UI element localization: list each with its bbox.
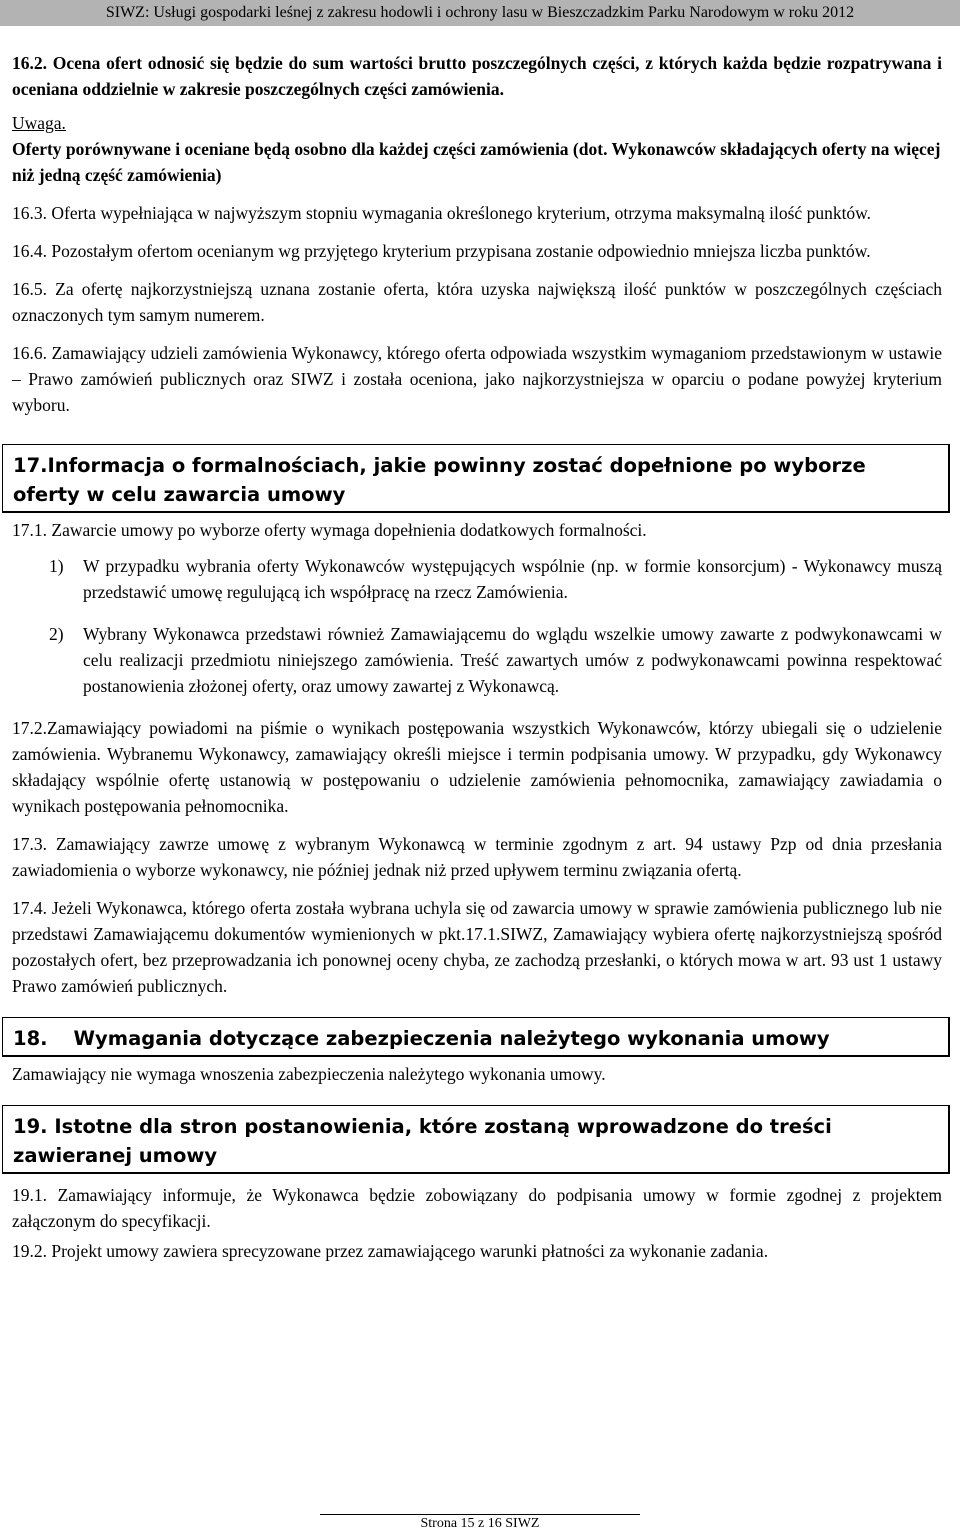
page-footer [0,1514,960,1534]
note-label: Uwaga. [12,113,66,133]
footer-divider [320,1514,640,1515]
para-19-1: 19.1. Zamawiający informuje, że Wykonawca będzie zobowiązany do podpisania umowy w formie zgodnej z projektem załączonym do specyfikacji. [12,1185,942,1231]
note-text: Oferty porównywane i oceniane będą osobno dla każdej części zamówienia (dot. Wykonawców składających oferty na więcej niż jedną część zamówienia) [12,139,941,185]
page-number: Strona 15 z 16 SIWZ [420,1516,540,1531]
para-17-4: 17.4. Jeżeli Wykonawca, którego oferta została wybrana uchyla się od zawarcia umowy w sprawie zamówienia publicznego lub nie przedstawi Zamawiającemu dokumentów wymienionych w pkt.17.1.SIWZ, Zamawiający wybiera ofertę najkorzystniejszą spośród pozostałych ofert, bez przeprowadzania ich ponownej oceny chyba, ze zachodzą przesłanki, o których mowa w art. 93 ust 1 ustawy Prawo zamówień publicznych. [12,898,942,996]
para-17-2: 17.2.Zamawiający powiadomi na piśmie o wynikach postępowania wszystkich Wykonawców, którzy ubiegali się o udzielenie zamówienia. Wybranemu Wykonawcy, zamawiający określi miejsce i termin podpisania umowy. W przypadku, gdy Wykonawcy składający wspólnie ofertę ustanowią w postępowaniu o udzielenie zamówienia pełnomocnika, zamawiający zawiadamia o wynikach postępowania pełnomocnika. [12,718,942,816]
section-19-heading-box [2,1105,950,1174]
para-18: Zamawiający nie wymaga wnoszenia zabezpieczenia należytego wykonania umowy. [12,1064,606,1084]
para-16-6: 16.6. Zamawiający udzieli zamówienia Wykonawcy, którego oferta odpowiada wszystkim wymaganiom przedstawionym w ustawie – Prawo zamówień publicznych oraz SIWZ i została oceniona, jako najkorzystniejsza w oparciu o podane powyżej kryterium wyboru. [12,343,942,415]
section-18-number: 18. [13,1027,48,1050]
document-title: SIWZ: Usługi gospodarki leśnej z zakresu hodowli i ochrony lasu w Bieszczadzkim Parku Narodowym w roku 2012 [105,4,855,21]
list-item [49,621,942,699]
section-17-heading-box [2,444,950,513]
para-17-3: 17.3. Zamawiający zawrze umowę z wybranym Wykonawcą w terminie zgodnym z art. 94 ustawy Pzp od dnia przesłania zawiadomienia o wyborze wykonawcy, nie później jednak niż przed upływem terminu związania ofertą. [12,834,942,880]
section-17-heading: 17.Informacja o formalnościach, jakie powinny zostać dopełnione po wyborze oferty w celu zawarcia umowy [13,454,866,506]
list-item-text: W przypadku wybrania oferty Wykonawców występujących wspólnie (np. w formie konsorcjum) - Wykonawcy muszą przedstawić umowę regulującą ich współpracę na rzecz Zamówienia. [83,556,942,602]
para-16-5: 16.5. Za ofertę najkorzystniejszą uznana zostanie oferta, która uzyska największą ilość punktów w poszczególnych częściach oznaczonych tym samym numerem. [12,279,942,325]
para-17-1: 17.1. Zawarcie umowy po wyborze oferty wymaga dopełnienia dodatkowych formalności. [12,520,647,540]
section-18-heading-box [2,1017,950,1057]
list-item [49,553,942,605]
para-19-2: 19.2. Projekt umowy zawiera sprecyzowane przez zamawiającego warunki płatności za wykonanie zadania. [12,1241,769,1261]
document-body [12,50,942,1264]
page-header [0,0,960,26]
list-item-number: 1) [49,556,64,576]
para-16-4: 16.4. Pozostałym ofertom ocenianym wg przyjętego kryterium przypisana zostanie odpowiednio mniejsza liczba punktów. [12,241,871,261]
para-16-3: 16.3. Oferta wypełniająca w najwyższym stopniu wymagania określonego kryterium, otrzyma maksymalną ilość punktów. [12,203,872,223]
list-item-text: Wybrany Wykonawca przedstawi również Zamawiającemu do wglądu wszelkie umowy zawarte z podwykonawcami w celu realizacji przedmiotu niniejszego zamówienia. Treść zawartych umów z podwykonawcami powinna respektować postanowienia złożonej oferty, oraz umowy zawartej z Wykonawcą. [83,624,942,696]
section-18-title: Wymagania dotyczące zabezpieczenia należytego wykonania umowy [73,1027,830,1050]
section-19-heading: 19. Istotne dla stron postanowienia, które zostaną wprowadzone do treści zawieranej umowy [13,1115,832,1167]
list-item-number: 2) [49,624,64,644]
section-18-heading [13,1024,938,1053]
para-16-2: 16.2. Ocena ofert odnosić się będzie do sum wartości brutto poszczególnych części, z których każda będzie rozpatrywana i oceniana oddzielnie w zakresie poszczególnych części zamówienia. [12,53,942,99]
